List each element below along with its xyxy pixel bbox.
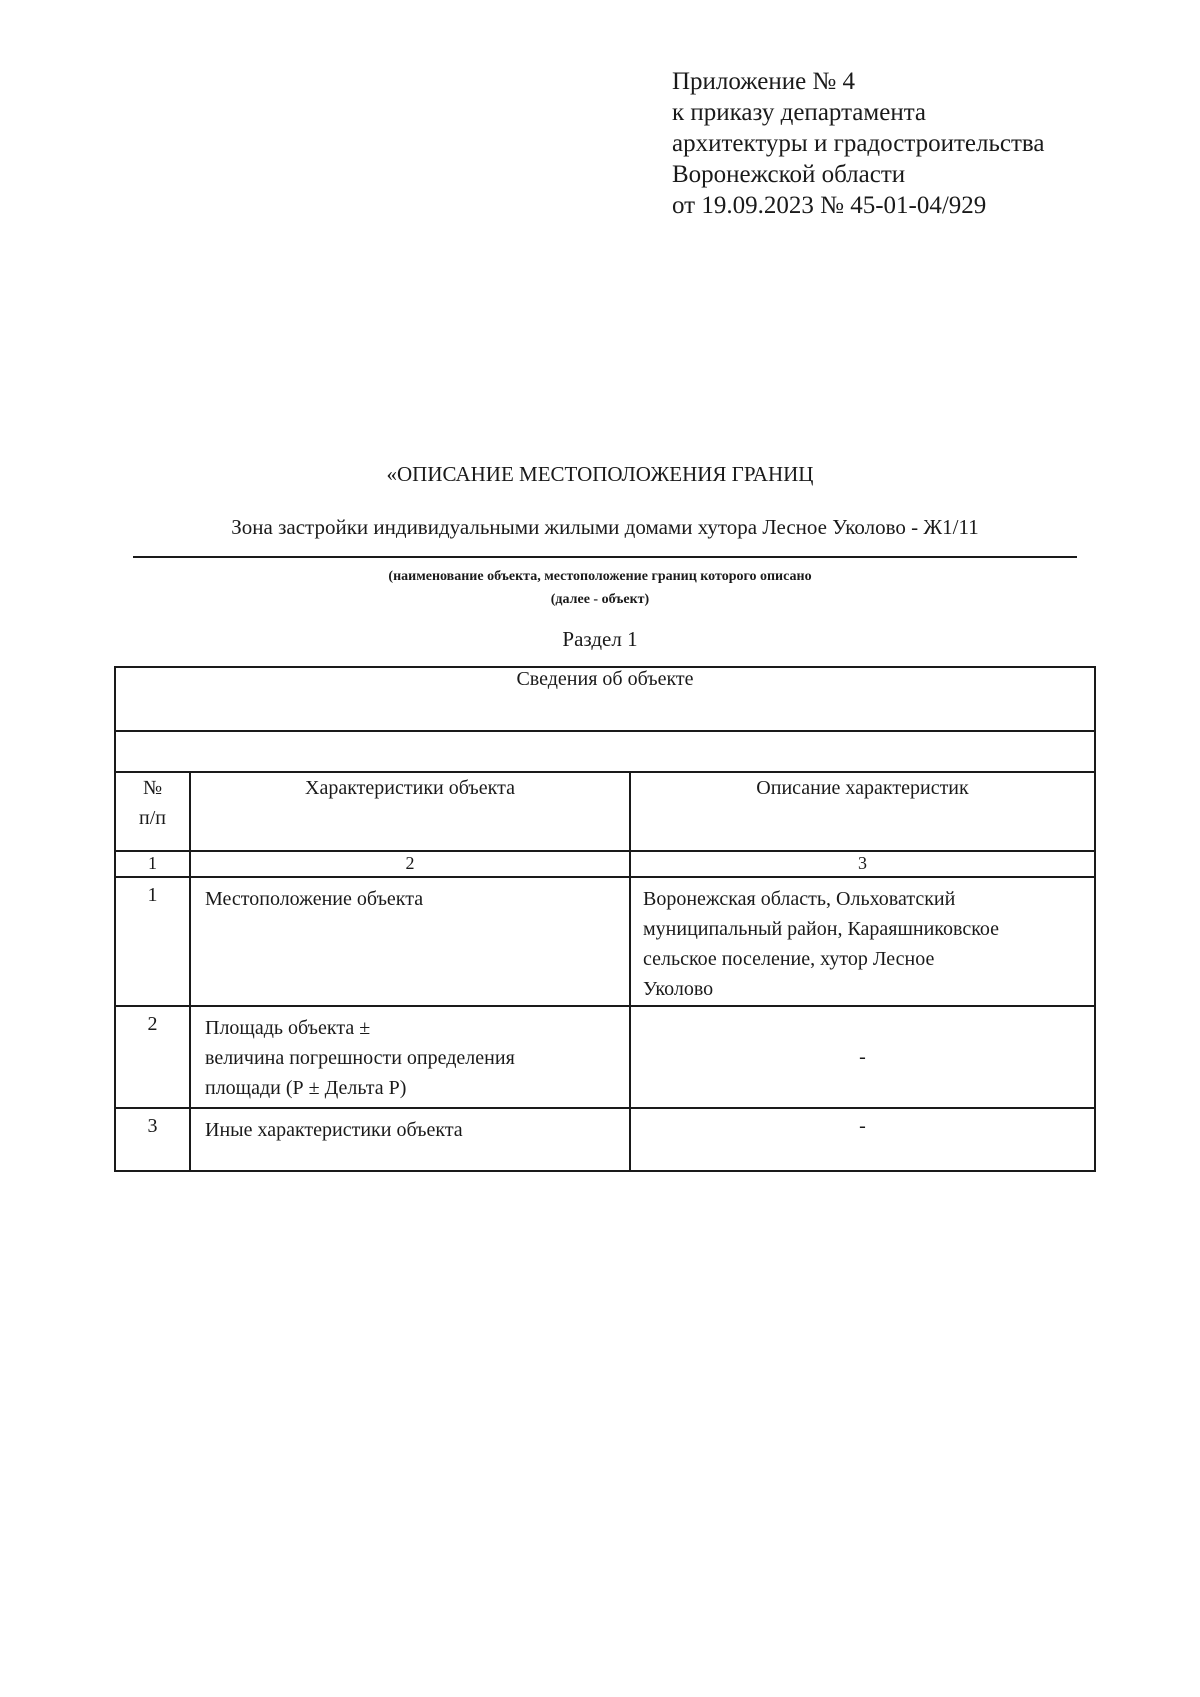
object-name: Зона застройки индивидуальными жилыми домами хутора Лесное Уколово - Ж1/11 [231,515,979,539]
characteristic-line: Местоположение объекта [205,888,424,910]
row-description [630,877,1095,1006]
table-row [115,877,1095,1006]
annex-line: Приложение № 4 [672,68,856,95]
table-row [115,1006,1095,1108]
header-number-line: п/п [139,807,166,829]
characteristic-line: Иные характеристики объекта [205,1119,463,1141]
characteristic-line: Площадь объекта ± [205,1017,371,1039]
row-description: - [630,1108,1095,1171]
annex-line: Воронежской области [672,161,906,188]
column-number: 2 [190,851,630,877]
annex-line: к приказу департамента [672,99,927,126]
table-header-row [115,772,1095,851]
row-characteristic [190,877,630,1006]
column-number: 3 [630,851,1095,877]
annex-header [672,66,1044,221]
header-characteristics: Характеристики объекта [190,772,630,851]
caption-line: (далее - объект) [550,592,650,607]
description-line: Уколово [643,978,714,1000]
annex-line: от 19.09.2023 № 45-01-04/929 [672,192,987,219]
table-title-row [115,667,1095,731]
column-number: 1 [115,851,190,877]
characteristic-line: площади (Р ± Дельта Р) [205,1077,407,1099]
header-number [115,772,190,851]
column-numbers-row [115,851,1095,877]
table-title: Сведения об объекте [115,667,1095,731]
blank-cell [115,731,1095,772]
row-description: - [630,1006,1095,1108]
object-name-caption [0,565,1200,611]
description-line: Воронежская область, Ольховатский [643,888,956,910]
row-characteristic [190,1006,630,1108]
characteristic-line: величина погрешности определения [205,1047,515,1069]
row-number: 3 [115,1108,190,1171]
description-line: сельское поселение, хутор Лесное [643,948,935,970]
document-title: «ОПИСАНИЕ МЕСТОПОЛОЖЕНИЯ ГРАНИЦ [386,462,814,486]
annex-line: архитектуры и градостроительства [672,130,1045,157]
header-description: Описание характеристик [630,772,1095,851]
row-number: 2 [115,1006,190,1108]
table-row [115,1108,1095,1171]
row-characteristic [190,1108,630,1171]
caption-line: (наименование объекта, местоположение границ которого описано [388,569,812,584]
description-line: муниципальный район, Караяшниковское [643,918,1000,940]
header-number-line: № [142,777,163,799]
section-label: Раздел 1 [562,627,638,651]
object-info-table [114,666,1096,1172]
table-blank-row [115,731,1095,772]
object-name-underline [133,556,1077,558]
row-number: 1 [115,877,190,1006]
